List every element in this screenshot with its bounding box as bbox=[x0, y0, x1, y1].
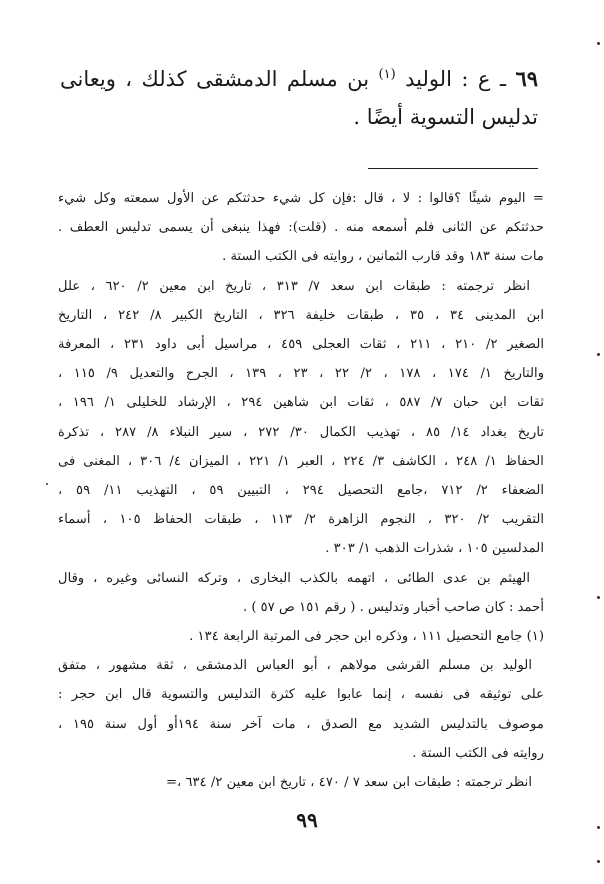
footnote-line: أحمد : كان صاحب أخبار وتدليس . ( رقم ١٥١ ص ٥٧ ) . bbox=[242, 599, 544, 615]
footnote-line: حدثتكم عن الثانى فلم أسمعه منه . (قلت): فهذا ينبغى أن يسمى تدليس العطف . bbox=[58, 220, 544, 236]
scan-mark bbox=[597, 860, 600, 863]
footnote-line: مات سنة ١٨٣ وقد قارب الثمانين ، روايته فى الكتب الستة . bbox=[222, 249, 544, 265]
footnotes-block bbox=[58, 184, 544, 797]
footnote-line: روايته فى الكتب الستة . bbox=[412, 745, 544, 761]
scan-mark bbox=[597, 826, 600, 829]
footnote-line: الهيثم بن عدى الطائى ، اتهمه بالكذب البخارى ، وتركه النسائى وغيره ، وقال bbox=[58, 570, 530, 586]
footnote-line: انظر ترجمته : طبقات ابن سعد ٧/ ٣١٣ ، تاريخ ابن معين ٢/ ٦٢٠ ، علل bbox=[58, 278, 530, 294]
footnote-line: المدلسين ١٠٥ ، شذرات الذهب ١/ ٣٠٣ . bbox=[325, 541, 544, 557]
footnote-line: (١) جامع التحصيل ١١١ ، وذكره ابن حجر فى المرتبة الرابعة ١٣٤ . bbox=[189, 629, 544, 645]
footnote-line: الوليد بن مسلم القرشى مولاهم ، أبو العباس الدمشقى ، ثقة مشهور ، متفق bbox=[58, 658, 532, 674]
scan-mark bbox=[597, 353, 600, 356]
page-number: ٩٩ bbox=[296, 808, 318, 832]
scan-mark bbox=[46, 483, 48, 485]
footnote-line: ابن المدينى ٣٤ ، ٣٥ ، طبقات خليفة ٣٢٦ ، التاريخ الكبير ٨/ ٢٤٢ ، التاريخ bbox=[58, 307, 544, 323]
footnote-line: تاريخ بغداد ١٤/ ٨٥ ، تهذيب الكمال ٣٠/ ٢٧٢ ، سير النبلاء ٨/ ٢٨٧ ، تذكرة bbox=[58, 424, 544, 440]
footnote-line: الصغير ٢/ ٢١٠ ، ٢١١ ، ثقات العجلى ٤٥٩ ، مراسيل أبى داود ٢٣١ ، المعرفة bbox=[58, 337, 544, 353]
footnote-marker: (١) bbox=[378, 67, 396, 82]
entry-heading bbox=[60, 60, 538, 136]
footnote-line: الضعفاء ٢/ ٧١٢ ،جامع التحصيل ٢٩٤ ، التبيين ٥٩ ، التهذيب ١١/ ٥٩ ، bbox=[58, 483, 544, 499]
entry-heading-text-a: ـ ع : الوليد bbox=[395, 67, 516, 91]
footnote-line: انظر ترجمته : طبقات ابن سعد ٧ / ٤٧٠ ، تاريخ ابن معين ٢/ ٦٣٤ ،= bbox=[165, 775, 532, 791]
footnote-line: الحفاظ ١/ ٢٤٨ ، الكاشف ٣/ ٢٢٤ ، العبر ١/ ٢٢١ ، الميزان ٤/ ٣٠٦ ، المغنى فى bbox=[58, 453, 544, 469]
footnote-line: التقريب ٢/ ٣٢٠ ، النجوم الزاهرة ٢/ ١١٣ ، طبقات الحفاظ ١٠٥ ، أسماء bbox=[58, 512, 544, 528]
scan-mark bbox=[597, 596, 600, 599]
footnote-line: موصوف بالتدليس الشديد مع الصدق ، مات آخر سنة ١٩٤أو أول سنة ١٩٥ ، bbox=[58, 716, 544, 732]
scan-mark bbox=[597, 42, 600, 45]
footnote-line: ثقات ابن حبان ٧/ ٥٨٧ ، ثقات ابن شاهين ٢٩٤ ، الإرشاد للخليلى ١/ ١٩٦ ، bbox=[58, 395, 544, 411]
footnote-line: = اليوم شيئًا ؟قالوا : لا ، قال :فإن كل شيء حدثتكم عن الأول سمعته وكل شيء bbox=[58, 191, 544, 206]
footnote-line: على توثيقه فى نفسه ، إنما عابوا عليه كثرة التدليس والتسوية قال ابن حجر : bbox=[58, 687, 544, 703]
entry-number: ٦٩ bbox=[515, 66, 538, 91]
footnote-separator-rule bbox=[368, 168, 538, 169]
entry-heading-text-b: بن مسلم الدمشقى كذلك ، ويعانى تدليس التسوية أيضًا . bbox=[60, 67, 538, 129]
footnote-line: والتاريخ ١/ ١٧٤ ، ١٧٨ ، ٢/ ٢٢ ، ٢٣ ، ١٣٩ ، الجرح والتعديل ٩/ ١١٥ ، bbox=[58, 366, 544, 382]
